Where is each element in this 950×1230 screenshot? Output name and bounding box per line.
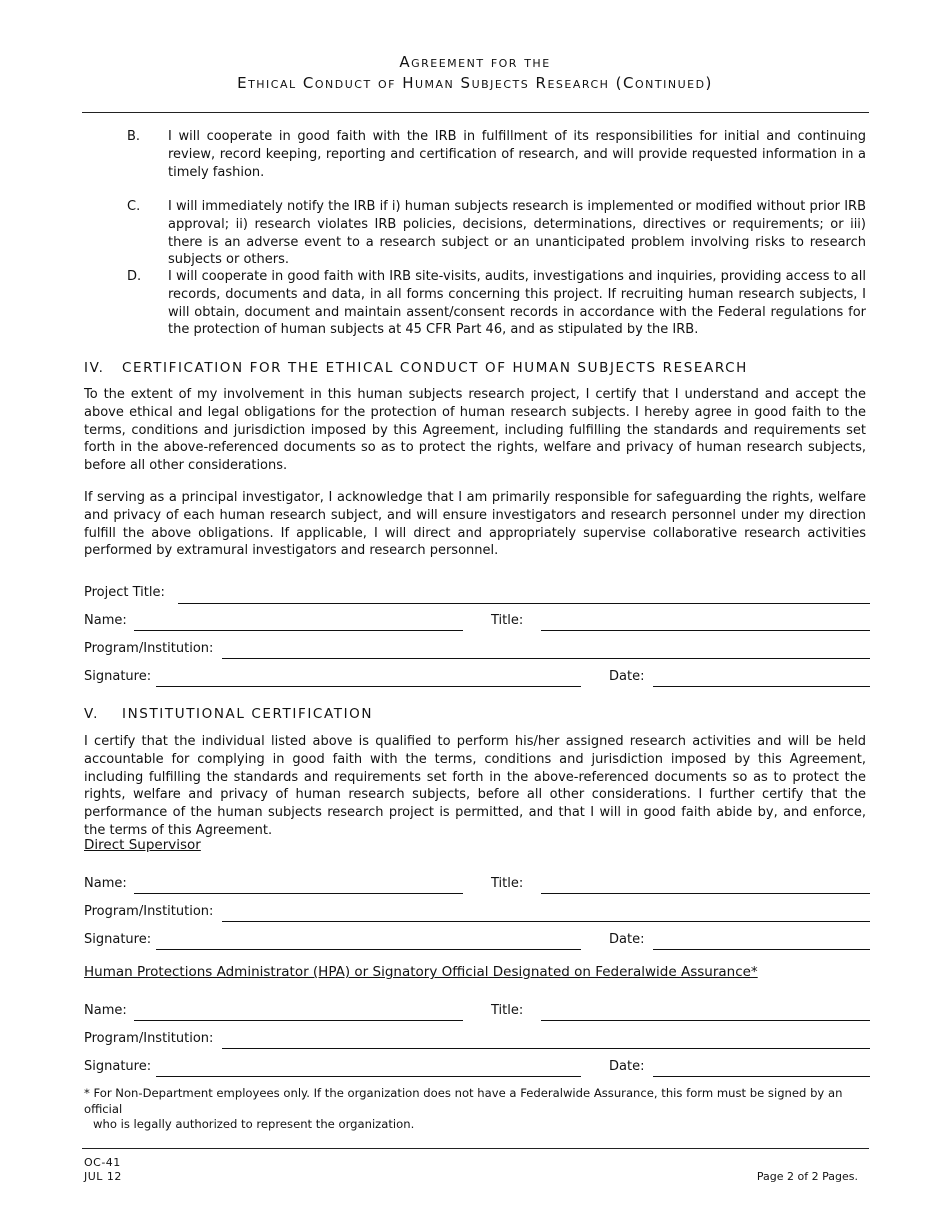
section-iv-paragraph-2: If serving as a principal investigator, I acknowledge that I am primarily responsible for safeguarding the rights, welfare and privacy of each human research subject, and will ensure investigators and research personnel under my direction fulfill the above obligations. If applicable, I will direct and appropriately supervise collaborative research activities performed by extramural investigators and research personnel. [84,490,866,559]
footnote [84,1086,874,1133]
hpa-title-field[interactable] [541,1020,870,1021]
section-iv-paragraph-1: To the extent of my involvement in this human subjects research project, I certify that I understand and accept the above ethical and legal obligations for the protection of human research subjects. I hereby agree in good faith to the terms, conditions and jurisdiction imposed by this Agreement, including fulfilling the standards and requirements set forth in the above-referenced documents so as to protect the rights, welfare and privacy of human research subjects, before all other considerations. [84,387,866,474]
hpa-heading: Human Protections Administrator (HPA) or Signatory Official Designated on Federalwide Assurance* [84,964,758,980]
list-item-letter: C. [127,199,141,214]
signature-label: Signature: [84,669,152,684]
list-item-text: I will cooperate in good faith with the IRB in fulfillment of its responsibilities for initial and continuing review, record keeping, reporting and certification of research, and will provide requested information in a timely fashion. [168,129,866,180]
page-number: Page 2 of 2 Pages. [756,1170,858,1183]
program-institution-field[interactable] [222,658,870,659]
hpa-signature-field[interactable] [156,1076,581,1077]
section-v-paragraph: I certify that the individual listed above is qualified to perform his/her assigned research activities and will be held accountable for complying in good faith with the terms, conditions and jurisdiction imposed by this Agreement, including fulfilling the standards and requirements set forth in the above-referenced documents so as to protect the rights, welfare and privacy of human research subjects, before all other considerations. I further certify that the performance of the human subjects research project is permitted, and that I will in good faith abide by, and enforce, the terms of this Agreement. [84,734,866,838]
date-label: Date: [609,669,645,684]
list-item-letter: D. [127,269,142,284]
section-iv-title: CERTIFICATION FOR THE ETHICAL CONDUCT OF HUMAN SUBJECTS RESEARCH [122,360,748,376]
project-title-field[interactable] [178,603,870,604]
direct-supervisor-heading: Direct Supervisor [84,837,201,853]
supervisor-program-field[interactable] [222,921,870,922]
section-v-number: V. [84,706,99,722]
date-field[interactable] [653,686,870,687]
section-v-title: INSTITUTIONAL CERTIFICATION [122,706,374,722]
name-label: Name: [84,613,127,628]
hpa-signature-label: Signature: [84,1059,152,1074]
header-divider [82,112,869,113]
form-date: JUL 12 [84,1170,122,1183]
hpa-program-label: Program/Institution: [84,1031,214,1046]
signature-field[interactable] [156,686,581,687]
project-title-label: Project Title: [84,585,165,600]
hpa-name-field[interactable] [134,1020,463,1021]
supervisor-date-label: Date: [609,932,645,947]
form-code: OC-41 [84,1156,121,1169]
title-label: Title: [491,613,524,628]
footnote-line-2: who is legally authorized to represent the organization. [93,1117,415,1131]
name-field[interactable] [134,630,463,631]
list-item-letter: B. [127,129,141,144]
title-field[interactable] [541,630,870,631]
program-institution-label: Program/Institution: [84,641,214,656]
supervisor-name-label: Name: [84,876,127,891]
hpa-program-field[interactable] [222,1048,870,1049]
page-title-line1: Agreement for the [399,53,551,71]
hpa-name-label: Name: [84,1003,127,1018]
section-iv-heading [84,359,748,377]
hpa-date-field[interactable] [653,1076,870,1077]
supervisor-signature-field[interactable] [156,949,581,950]
supervisor-title-field[interactable] [541,893,870,894]
supervisor-title-label: Title: [491,876,524,891]
supervisor-signature-label: Signature: [84,932,152,947]
section-iv-number: IV. [84,360,105,376]
page-title-line2: Ethical Conduct of Human Subjects Research (Continued) [237,74,713,92]
list-item-text: I will immediately notify the IRB if i) human subjects research is implemented or modified without prior IRB approval; ii) research violates IRB policies, decisions, determinations, directives or requirements; or iii) there is an adverse event to a research subject or an unanticipated problem involving risks to research subjects or others. [168,199,866,268]
footer-divider [82,1148,869,1149]
hpa-date-label: Date: [609,1059,645,1074]
section-v-heading [84,705,373,723]
footnote-line-1: * For Non-Department employees only. If the organization does not have a Federalwide Assurance, this form must be signed by an official [84,1086,843,1116]
supervisor-program-label: Program/Institution: [84,904,214,919]
supervisor-name-field[interactable] [134,893,463,894]
hpa-title-label: Title: [491,1003,524,1018]
list-item-text: I will cooperate in good faith with IRB site-visits, audits, investigations and inquiries, providing access to all records, documents and data, in all forms concerning this project. If recruiting human research subjects, I will obtain, document and maintain assent/consent records in accordance with the Federal regulations for the protection of human subjects at 45 CFR Part 46, and as stipulated by the IRB. [168,269,866,338]
supervisor-date-field[interactable] [653,949,870,950]
